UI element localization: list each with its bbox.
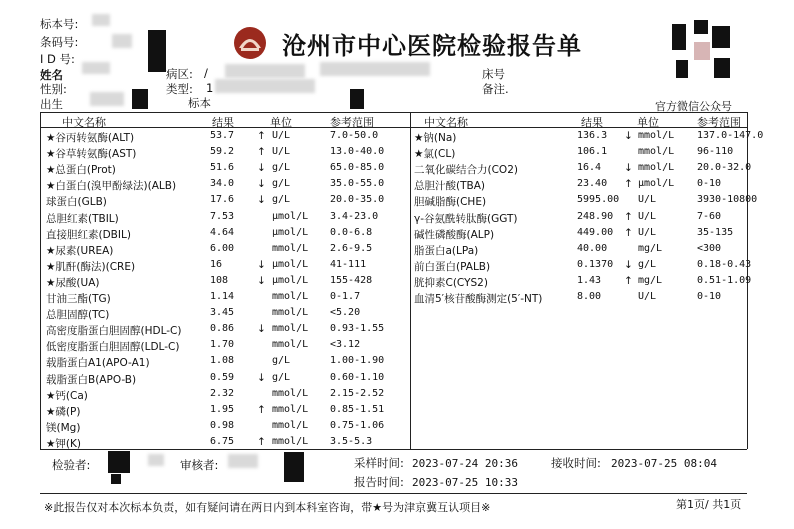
bed-label: 床号 — [482, 67, 505, 81]
row-unit: mmol/L — [272, 419, 309, 431]
row-flag: ↑ — [257, 403, 266, 416]
row-name: ★谷草转氨酶(AST) — [46, 148, 137, 161]
id-label: I D 号: — [40, 52, 75, 66]
col-result-header: 结果 — [212, 116, 234, 129]
row-flag: ↓ — [257, 194, 266, 207]
row-range: 0.18-0.43 — [697, 258, 752, 270]
row-unit: g/L — [272, 162, 291, 174]
row-unit: mmol/L — [272, 307, 309, 319]
row-result: 106.1 — [577, 146, 608, 158]
row-unit: g/L — [272, 355, 291, 367]
row-name: 二氧化碳结合力(CO2) — [414, 164, 518, 177]
row-result: 34.0 — [210, 178, 235, 190]
redaction-block — [132, 89, 148, 109]
birth-label: 出生 — [40, 97, 63, 111]
col-name-header: 中文名称 — [62, 116, 106, 129]
blurred-region — [148, 454, 164, 466]
row-range: 0.0-6.8 — [330, 226, 373, 238]
row-range: 7-60 — [697, 210, 722, 222]
row-name: γ-谷氨酰转肽酶(GGT) — [414, 212, 518, 225]
row-flag: ↑ — [624, 226, 633, 239]
row-range: 0-1.7 — [330, 291, 361, 302]
row-result: 449.00 — [577, 226, 614, 238]
row-flag: ↓ — [257, 323, 266, 336]
row-range: 2.15-2.52 — [330, 387, 385, 399]
redaction-block — [148, 30, 166, 72]
row-result: 0.1370 — [577, 258, 614, 270]
report-title: 沧州市中心医院检验报告单 — [282, 31, 582, 60]
row-unit: μmol/L — [272, 258, 309, 270]
row-range: 1.00-1.90 — [330, 355, 385, 367]
row-result: 1.70 — [210, 339, 235, 351]
gender-label: 性别: — [40, 82, 67, 96]
redaction-block — [350, 89, 364, 109]
row-range: 20.0-35.0 — [330, 194, 385, 206]
wechat-label: 官方微信公众号 — [655, 100, 732, 113]
row-unit: μmol/L — [272, 274, 309, 286]
row-result: 0.98 — [210, 419, 235, 431]
row-range: 0.93-1.55 — [330, 323, 385, 335]
row-range: 137.0-147.0 — [697, 130, 764, 141]
receive-time-label: 接收时间: — [551, 456, 601, 470]
row-name: 球蛋白(GLB) — [46, 196, 107, 209]
row-range: 20.0-32.0 — [697, 162, 752, 174]
row-result: 4.64 — [210, 226, 235, 238]
row-flag: ↑ — [257, 146, 266, 159]
row-result: 108 — [210, 274, 229, 286]
row-name: 甘油三酯(TG) — [46, 293, 111, 305]
row-flag: ↑ — [624, 274, 633, 287]
row-unit: U/L — [272, 130, 291, 141]
row-unit: mg/L — [638, 274, 663, 286]
row-name: ★白蛋白(溴甲酚绿法)(ALB) — [46, 180, 177, 193]
row-name: ★钠(Na) — [414, 132, 457, 144]
row-range: 7.0-50.0 — [330, 130, 379, 141]
row-unit: U/L — [272, 146, 291, 158]
footer-divider — [40, 493, 747, 494]
row-result: 1.95 — [210, 403, 235, 415]
row-name: 高密度脂蛋白胆固醇(HDL-C) — [46, 325, 182, 338]
redaction-block — [111, 474, 121, 484]
table-left-border — [40, 112, 41, 449]
row-flag: ↓ — [257, 371, 266, 384]
remark-label: 备注. — [482, 82, 509, 96]
row-name: 直接胆红素(DBIL) — [46, 228, 131, 241]
row-range: 155-428 — [330, 274, 373, 286]
row-result: 7.53 — [210, 210, 235, 222]
row-range: 3930-10800 — [697, 194, 758, 206]
report-time-value: 2023-07-25 10:33 — [412, 476, 518, 489]
blurred-region — [320, 62, 430, 76]
row-name: 前白蛋白(PALB) — [414, 260, 491, 273]
blurred-region — [215, 79, 315, 93]
row-result: 136.3 — [577, 130, 608, 141]
row-unit: mg/L — [638, 242, 663, 254]
specimen-no-label: 标本号: — [40, 17, 79, 31]
row-result: 17.6 — [210, 194, 235, 206]
col-unit-header: 单位 — [270, 116, 292, 129]
row-unit: U/L — [638, 291, 657, 302]
row-result: 16 — [210, 258, 223, 270]
col-range-header: 参考范围 — [697, 116, 741, 129]
row-flag: ↓ — [257, 274, 266, 287]
row-flag: ↑ — [624, 178, 633, 191]
row-flag: ↓ — [257, 178, 266, 191]
specimen-label: 标本 — [188, 96, 211, 110]
row-flag: ↓ — [624, 162, 633, 175]
wechat-qr-code[interactable] — [672, 20, 732, 82]
row-range: <3.12 — [330, 339, 361, 351]
row-name: ★谷丙转氨酶(ALT) — [46, 132, 135, 144]
qr-block — [672, 24, 686, 50]
row-flag: ↑ — [257, 130, 266, 142]
type-fragment: 1 — [206, 81, 214, 95]
qr-block — [694, 20, 708, 34]
row-result: 8.00 — [577, 291, 602, 302]
row-unit: mmol/L — [638, 162, 675, 174]
row-unit: mmol/L — [272, 242, 309, 254]
row-result: 1.43 — [577, 274, 602, 286]
row-result: 16.4 — [577, 162, 602, 174]
row-range: 0.75-1.06 — [330, 419, 385, 431]
blurred-region — [90, 92, 124, 106]
row-name: 低密度脂蛋白胆固醇(LDL-C) — [46, 341, 180, 354]
row-flag: ↑ — [257, 435, 266, 448]
row-name: 胆碱脂酶(CHE) — [414, 196, 487, 209]
qr-block — [714, 58, 730, 78]
row-result: 1.08 — [210, 355, 235, 367]
sample-time-label: 采样时间: — [354, 456, 404, 470]
row-name: ★尿酸(UA) — [46, 276, 100, 289]
row-result: 23.40 — [577, 178, 608, 190]
col-result-header: 结果 — [581, 116, 603, 129]
row-unit: g/L — [272, 371, 291, 383]
name-label: 姓名 — [40, 68, 63, 82]
row-name: 载脂蛋白B(APO-B) — [46, 373, 137, 386]
row-result: 51.6 — [210, 162, 235, 174]
row-flag: ↑ — [624, 210, 633, 223]
row-range: 13.0-40.0 — [330, 146, 385, 158]
row-flag: ↓ — [624, 258, 633, 271]
row-unit: mmol/L — [272, 323, 309, 335]
blurred-region — [225, 64, 305, 78]
blurred-region — [82, 62, 110, 74]
row-range: 0.60-1.10 — [330, 371, 385, 383]
row-unit: mmol/L — [272, 339, 309, 351]
row-name: 碱性磷酸酶(ALP) — [414, 228, 495, 241]
table-bottom-border — [40, 449, 747, 450]
row-range: 0-10 — [697, 178, 722, 190]
row-name: 总胆汁酸(TBA) — [414, 180, 485, 193]
blurred-region — [92, 14, 110, 26]
row-unit: mmol/L — [638, 146, 675, 158]
row-range: 41-111 — [330, 258, 367, 270]
blurred-region — [228, 454, 258, 468]
receive-time-value: 2023-07-25 08:04 — [611, 457, 717, 470]
row-range: 0.51-1.09 — [697, 274, 752, 286]
redaction-block — [108, 451, 130, 473]
row-unit: U/L — [638, 226, 657, 238]
row-name: 胱抑素C(CYS2) — [414, 276, 488, 289]
row-result: 5995.00 — [577, 194, 620, 206]
row-unit: μmol/L — [638, 178, 675, 190]
row-result: 6.75 — [210, 435, 235, 447]
row-result: 0.86 — [210, 323, 235, 335]
row-unit: mmol/L — [272, 291, 309, 302]
row-range: 2.6-9.5 — [330, 242, 373, 254]
row-unit: μmol/L — [272, 210, 309, 222]
page-indicator: 第1页/ 共1页 — [676, 498, 742, 511]
footer-note: ※此报告仅对本次标本负责，如有疑问请在两日内到本科室咨询，带★号为津京冀互认项目※ — [44, 501, 491, 514]
row-range: 3.5-5.3 — [330, 435, 373, 447]
row-name: ★氯(CL) — [414, 148, 456, 161]
redaction-block — [284, 452, 304, 482]
row-name: ★尿素(UREA) — [46, 244, 114, 257]
row-unit: mmol/L — [272, 387, 309, 399]
row-name: 血清5′核苷酸酶测定(5′-NT) — [414, 293, 543, 305]
row-name: ★肌酐(酶法)(CRE) — [46, 260, 136, 273]
qr-block — [712, 26, 730, 48]
row-result: 248.90 — [577, 210, 614, 222]
report-time-label: 报告时间: — [354, 475, 404, 489]
hospital-logo — [233, 26, 267, 60]
row-unit: mmol/L — [638, 130, 675, 141]
col-name-header: 中文名称 — [424, 116, 468, 129]
row-name: 总胆红素(TBIL) — [46, 212, 119, 225]
row-result: 2.32 — [210, 387, 235, 399]
row-result: 59.2 — [210, 146, 235, 158]
row-flag: ↓ — [624, 130, 633, 142]
barcode-label: 条码号: — [40, 35, 79, 49]
row-range: 0-10 — [697, 291, 722, 302]
row-unit: g/L — [272, 178, 291, 190]
row-name: 总胆固醇(TC) — [46, 309, 110, 322]
row-range: 0.85-1.51 — [330, 403, 385, 415]
row-name: 镁(Mg) — [46, 421, 81, 434]
row-unit: U/L — [638, 210, 657, 222]
qr-block — [676, 60, 688, 78]
row-range: 96-110 — [697, 146, 734, 158]
row-flag: ↓ — [257, 162, 266, 175]
row-range: 65.0-85.0 — [330, 162, 385, 174]
row-unit: mmol/L — [272, 435, 309, 447]
qr-block — [694, 42, 710, 60]
row-name: 载脂蛋白A1(APO-A1) — [46, 357, 150, 370]
col-unit-header: 单位 — [637, 116, 659, 129]
col-range-header: 参考范围 — [330, 116, 374, 129]
row-range: <5.20 — [330, 307, 361, 319]
type-label: 类型: — [166, 82, 193, 96]
row-result: 53.7 — [210, 130, 235, 141]
inspector-label: 检验者: — [52, 458, 91, 472]
row-flag: ↓ — [257, 258, 266, 271]
row-result: 3.45 — [210, 307, 235, 319]
row-unit: g/L — [272, 194, 291, 206]
reviewer-label: 审核者: — [180, 458, 219, 472]
row-name: ★钾(K) — [46, 437, 81, 450]
row-unit: μmol/L — [272, 226, 309, 238]
row-result: 0.59 — [210, 371, 235, 383]
row-result: 6.00 — [210, 242, 235, 254]
row-name: ★总蛋白(Prot) — [46, 164, 116, 177]
row-unit: mmol/L — [272, 403, 309, 415]
row-range: <300 — [697, 242, 722, 254]
row-range: 35.0-55.0 — [330, 178, 385, 190]
row-name: 脂蛋白a(LPa) — [414, 244, 479, 257]
row-unit: U/L — [638, 194, 657, 206]
ward-label: 病区: — [166, 67, 193, 81]
table-middle-border — [410, 112, 411, 449]
row-range: 35-135 — [697, 226, 734, 238]
table-top-border — [40, 112, 747, 113]
row-range: 3.4-23.0 — [330, 210, 379, 222]
row-result: 40.00 — [577, 242, 608, 254]
blurred-region — [112, 34, 132, 48]
row-name: ★磷(P) — [46, 405, 81, 418]
sample-time-value: 2023-07-24 20:36 — [412, 457, 518, 470]
row-name: ★钙(Ca) — [46, 389, 88, 402]
row-result: 1.14 — [210, 291, 235, 302]
ward-fragment: / — [204, 66, 208, 80]
row-unit: g/L — [638, 258, 657, 270]
